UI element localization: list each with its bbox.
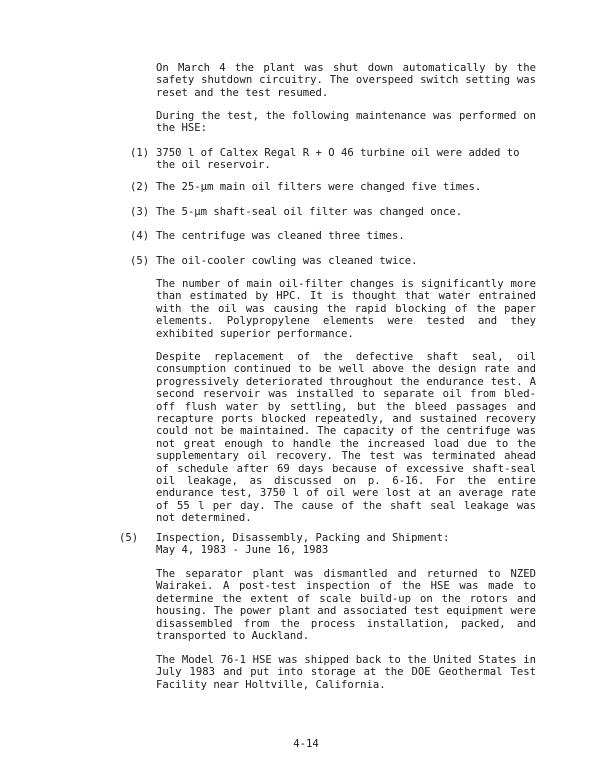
paragraph-oil-consumption: Despite replacement of the defective shaft seal, oil consumption continued to be well above the design rate and progressively deteriorated throughout the endurance test. A second reservoir was installed to separate oil from bled-off flush water by settling, but the bleed passages and recapture ports blocked repeatedly, and sustained recovery could not be maintained. The capacity of the centrifuge was not great enough to handle the increased load due to the supplementary oil recovery. The test was terminated ahead of schedule after 69 days because of excessive shaft-seal oil leakage, as discussed on p. 6-16. For the entire endurance test, 3750 l of oil were lost at an average rate of 55 l per day. The cause of the shaft seal leakage was not determined. (156, 351, 536, 525)
paragraph-maintenance-intro: During the test, the following maintenance was performed on the HSE: (156, 110, 536, 135)
list-item-text: The centrifuge was cleaned three times. (156, 230, 405, 242)
section-number: (5) (119, 532, 139, 544)
list-item-text: 3750 l of Caltex Regal R + O 46 turbine oil were added to the oil reservoir. (156, 147, 520, 172)
list-item-text: The 5-μm shaft-seal oil filter was changed once. (156, 206, 463, 218)
list-item-text: The oil-cooler cowling was cleaned twice. (156, 255, 418, 267)
paragraph-shutdown: On March 4 the plant was shut down automatically by the safety shutdown circuitry. The overspeed switch setting was reset and the test resumed. (156, 62, 536, 99)
page-number: 4-14 (293, 738, 319, 750)
list-item-number: (3) (130, 206, 150, 218)
paragraph-oil-filter: The number of main oil-filter changes is significantly more than estimated by HPC. It is thought that water entrained with the oil was causing the rapid blocking of the paper elements. Polypropylene elements were tested and they exhibited superior performance. (156, 278, 536, 340)
paragraph-shipment: The Model 76-1 HSE was shipped back to the United States in July 1983 and put into storage at the DOE Geothermal Test Facility near Holtville, California. (156, 654, 536, 691)
list-item-number: (1) (130, 147, 150, 159)
list-item-number: (5) (130, 255, 150, 267)
list-item-number: (4) (130, 230, 150, 242)
list-item-text: The 25-μm main oil filters were changed five times. (156, 181, 482, 193)
list-item-number: (2) (130, 181, 150, 193)
section-title: Inspection, Disassembly, Packing and Shipment: (156, 532, 450, 544)
section-dates: May 4, 1983 - June 16, 1983 (156, 544, 329, 557)
paragraph-dismantling: The separator plant was dismantled and returned to NZED Wairakei. A post-test inspection of the HSE was made to determine the extent of scale build-up on the rotors and housing. The power plant and associated test equipment were disassembled from the process installation, packed, and transported to Auckland. (156, 568, 536, 643)
section-heading (156, 532, 536, 557)
